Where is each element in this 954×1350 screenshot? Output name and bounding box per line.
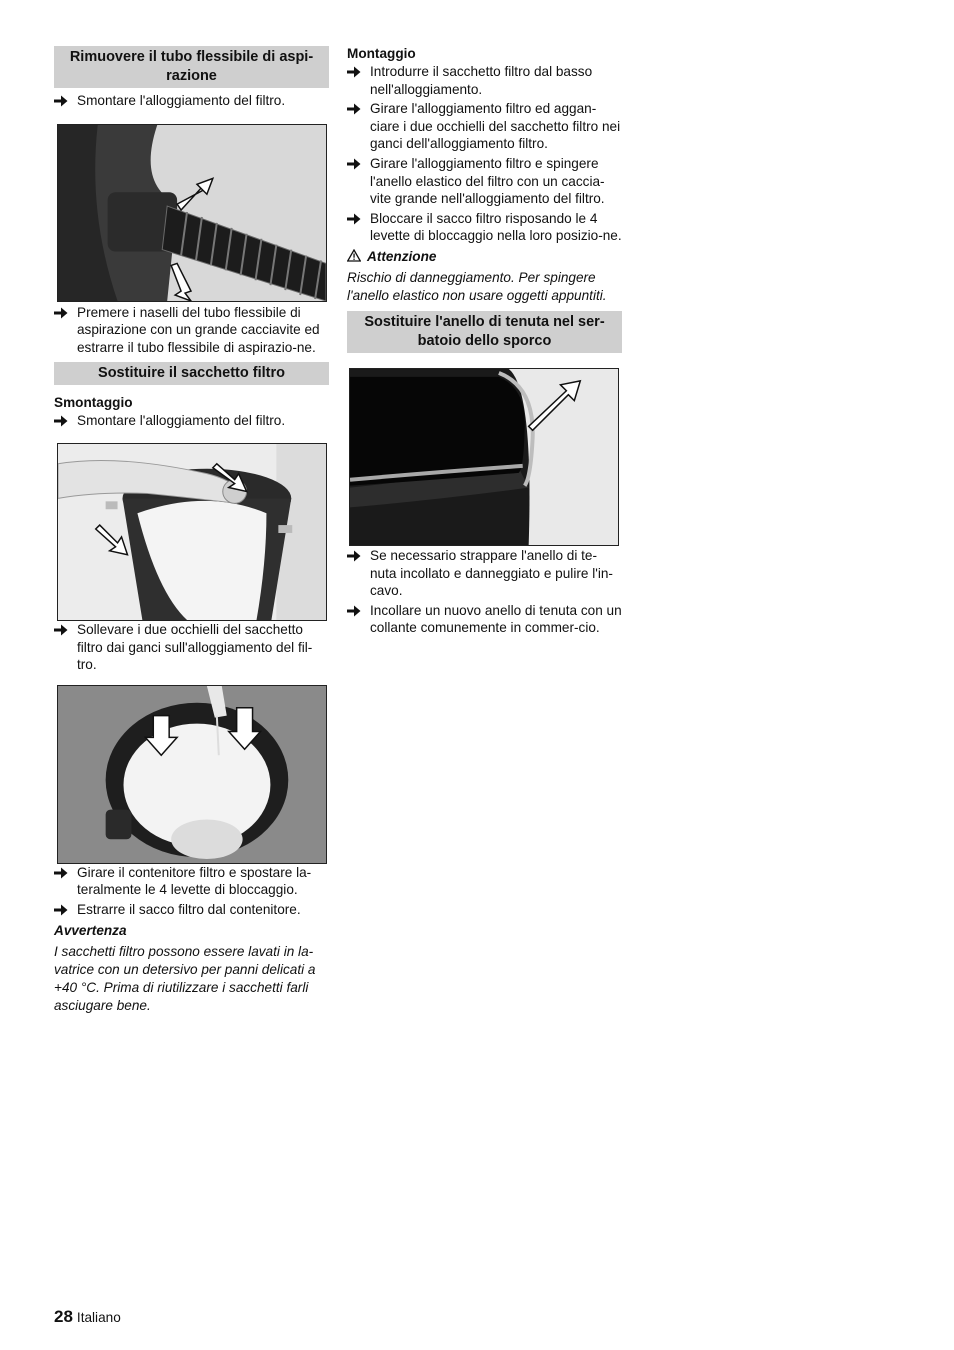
caution-title: Attenzione (347, 248, 622, 266)
right-arrow-icon (347, 103, 361, 115)
right-arrow-icon (347, 158, 361, 170)
note-text: I sacchetti filtro possono essere lavati in la-vatrice con un detersivo per panni delicati a +40 °C. Prima di riutilizzare i sacchetti farli asciugare bene. (54, 943, 316, 1013)
right-column (347, 44, 622, 637)
subheading-disassembly: Smontaggio (54, 395, 133, 411)
list-item: Premere i naselli del tubo flessibile di aspirazione con un grande cacciavite ed estrarre il tubo flessibile di aspirazio-ne. (54, 304, 329, 357)
list-item: Smontare l'alloggiamento del filtro. (54, 412, 329, 430)
photo-filter-container-top (57, 685, 327, 864)
list-item: Girare l'alloggiamento filtro ed aggan-ciare i due occhielli del sacchetto filtro nei ganci dell'alloggiamento filtro. (347, 100, 622, 153)
photo-filter-housing-hooks (57, 443, 327, 621)
note-title: Avvertenza (54, 922, 127, 938)
footer-language: Italiano (76, 1310, 121, 1325)
left-column (54, 44, 329, 1015)
right-arrow-icon (347, 605, 361, 617)
section-title-seal-ring: Sostituire l'anello di tenuta nel ser-batoio dello sporco (347, 311, 622, 353)
list-item: Bloccare il sacco filtro risposando le 4 levette di bloccaggio nella loro posizio-ne. (347, 210, 622, 245)
right-arrow-icon (54, 307, 68, 319)
list-item: Estrarre il sacco filtro dal contenitore. (54, 901, 329, 919)
list-item: Girare il contenitore filtro e spostare la-teralmente le 4 levette di bloccaggio. (54, 864, 329, 899)
right-arrow-icon (54, 904, 68, 916)
right-arrow-icon (54, 415, 68, 427)
section-title-hose: Rimuovere il tubo flessibile di aspi-razione (54, 46, 329, 88)
photo-dirt-container-seal (349, 368, 619, 546)
right-arrow-icon (54, 624, 68, 636)
warning-triangle-icon (347, 249, 361, 262)
list-item: Se necessario strappare l'anello di te-nuta incollato e danneggiato e pulire l'in-cavo. (347, 547, 622, 600)
photo-hose-connection (57, 124, 327, 302)
list-item: Introdurre il sacchetto filtro dal basso nell'alloggiamento. (347, 63, 622, 98)
subheading-assembly: Montaggio (347, 46, 416, 61)
page-number: 28 (54, 1307, 73, 1326)
right-arrow-icon (54, 95, 68, 107)
page-footer (54, 1306, 121, 1329)
list-item: Smontare l'alloggiamento del filtro. (54, 92, 329, 110)
section-title-filter-bag: Sostituire il sacchetto filtro (54, 362, 329, 385)
right-arrow-icon (347, 66, 361, 78)
list-item: Sollevare i due occhielli del sacchetto filtro dai ganci sull'alloggiamento del fil-tro. (54, 621, 329, 674)
caution-text: Rischio di danneggiamento. Per spingere l'anello elastico non usare oggetti appuntiti. (347, 269, 607, 303)
list-item: Girare l'alloggiamento filtro e spingere l'anello elastico del filtro con un caccia-vite grande nell'alloggiamento del filtro. (347, 155, 622, 208)
right-arrow-icon (347, 550, 361, 562)
right-arrow-icon (347, 213, 361, 225)
right-arrow-icon (54, 867, 68, 879)
list-item: Incollare un nuovo anello di tenuta con un collante comunemente in commer-cio. (347, 602, 622, 637)
